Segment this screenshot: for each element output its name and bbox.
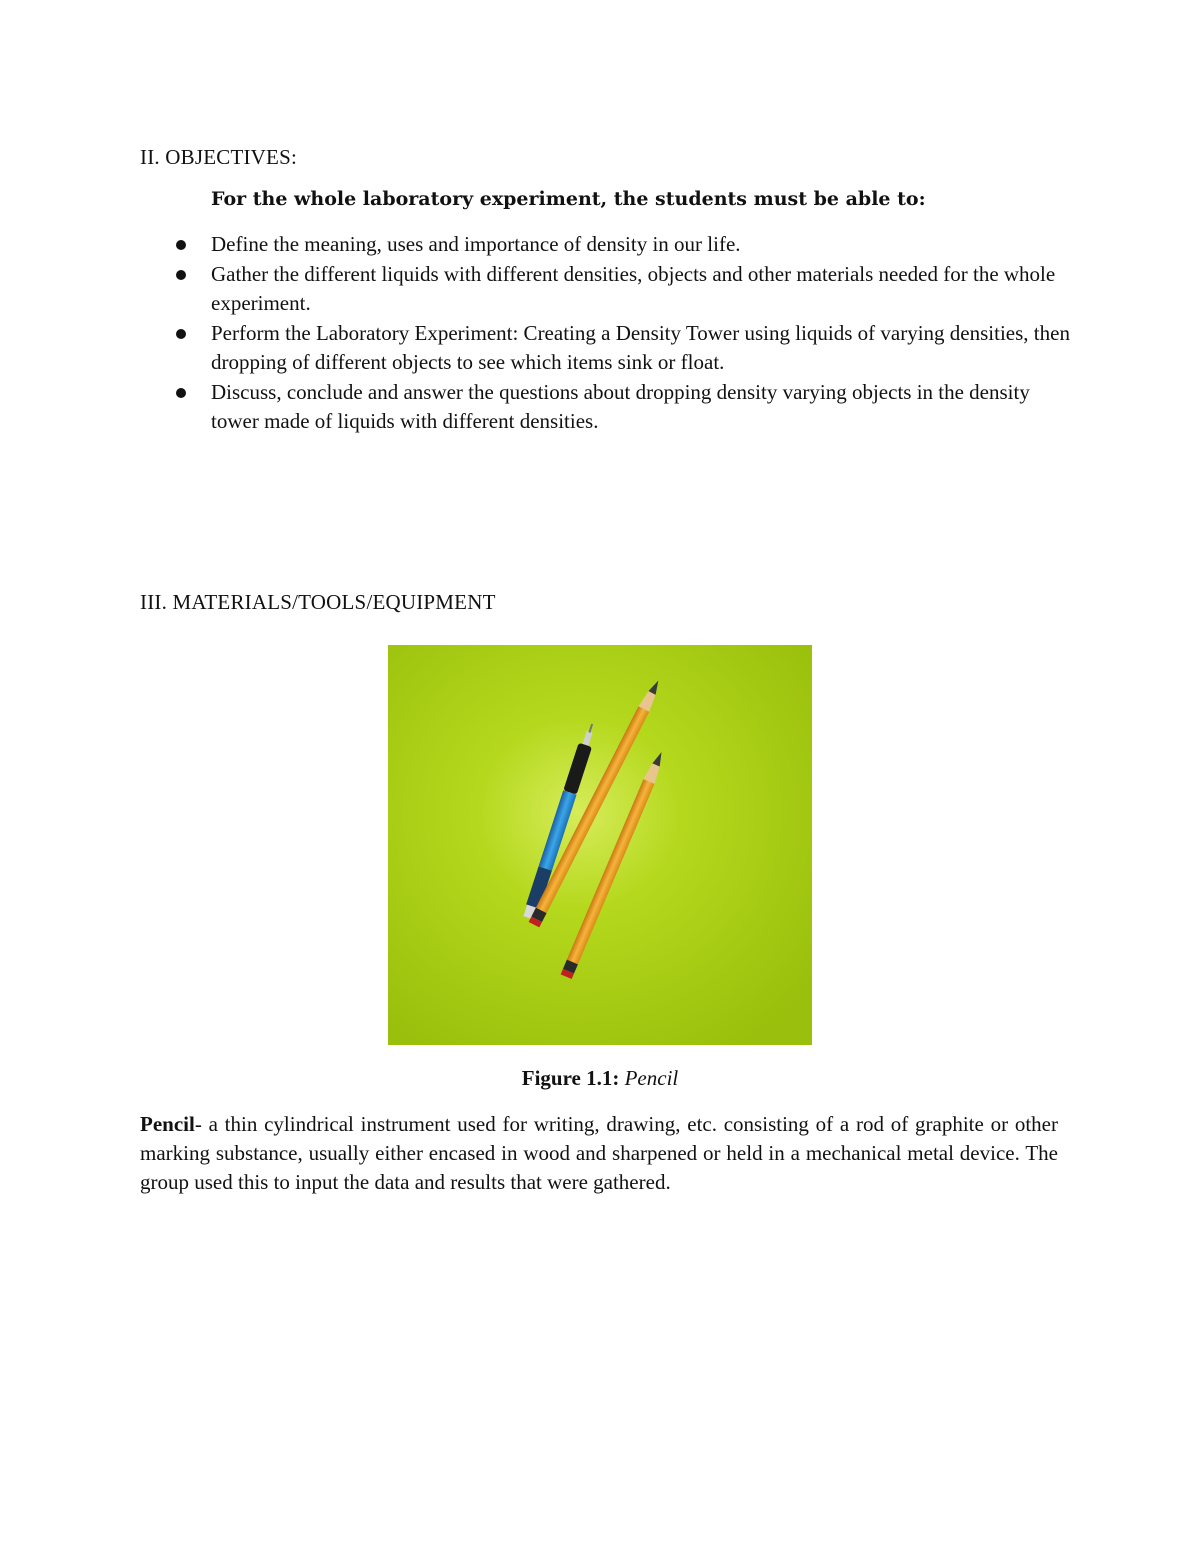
figure-label: Figure 1.1:: [521, 1066, 620, 1090]
pencil-photo: [388, 645, 812, 1045]
objectives-list: [176, 230, 1076, 437]
objectives-intro: For the whole laboratory experiment, the students must be able to:: [211, 188, 926, 210]
pencil-definition: [140, 1110, 1058, 1197]
objective-text: Perform the Laboratory Experiment: Creating a Density Tower using liquids of varying densities, then dropping of different objects to see which items sink or float.: [211, 320, 1070, 374]
definition-text: - a thin cylindrical instrument used for writing, drawing, etc. consisting of a rod of graphite or other marking substance, usually either encased in wood and sharpened or held in a mechanical metal device. The group used this to input the data and results that were gathered.: [140, 1112, 1058, 1194]
objective-text: Gather the different liquids with different densities, objects and other materials needed for the whole experiment.: [211, 261, 1056, 315]
objectives-heading: II. OBJECTIVES:: [140, 145, 297, 169]
materials-heading: III. MATERIALS/TOOLS/EQUIPMENT: [140, 590, 496, 614]
list-item: [176, 319, 1076, 378]
bullet-icon: [176, 329, 186, 339]
definition-term: Pencil: [140, 1112, 195, 1136]
list-item: [176, 230, 1076, 260]
objective-text: Define the meaning, uses and importance of density in our life.: [211, 232, 741, 256]
bullet-icon: [176, 270, 186, 280]
bullet-icon: [176, 240, 186, 250]
bullet-icon: [176, 388, 186, 398]
figure-caption: [0, 1066, 1200, 1091]
objective-text: Discuss, conclude and answer the questions about dropping density varying objects in the density tower made of liquids with different densities.: [211, 379, 1030, 433]
list-item: [176, 378, 1076, 437]
list-item: [176, 260, 1076, 319]
figure-title: Pencil: [624, 1066, 679, 1090]
